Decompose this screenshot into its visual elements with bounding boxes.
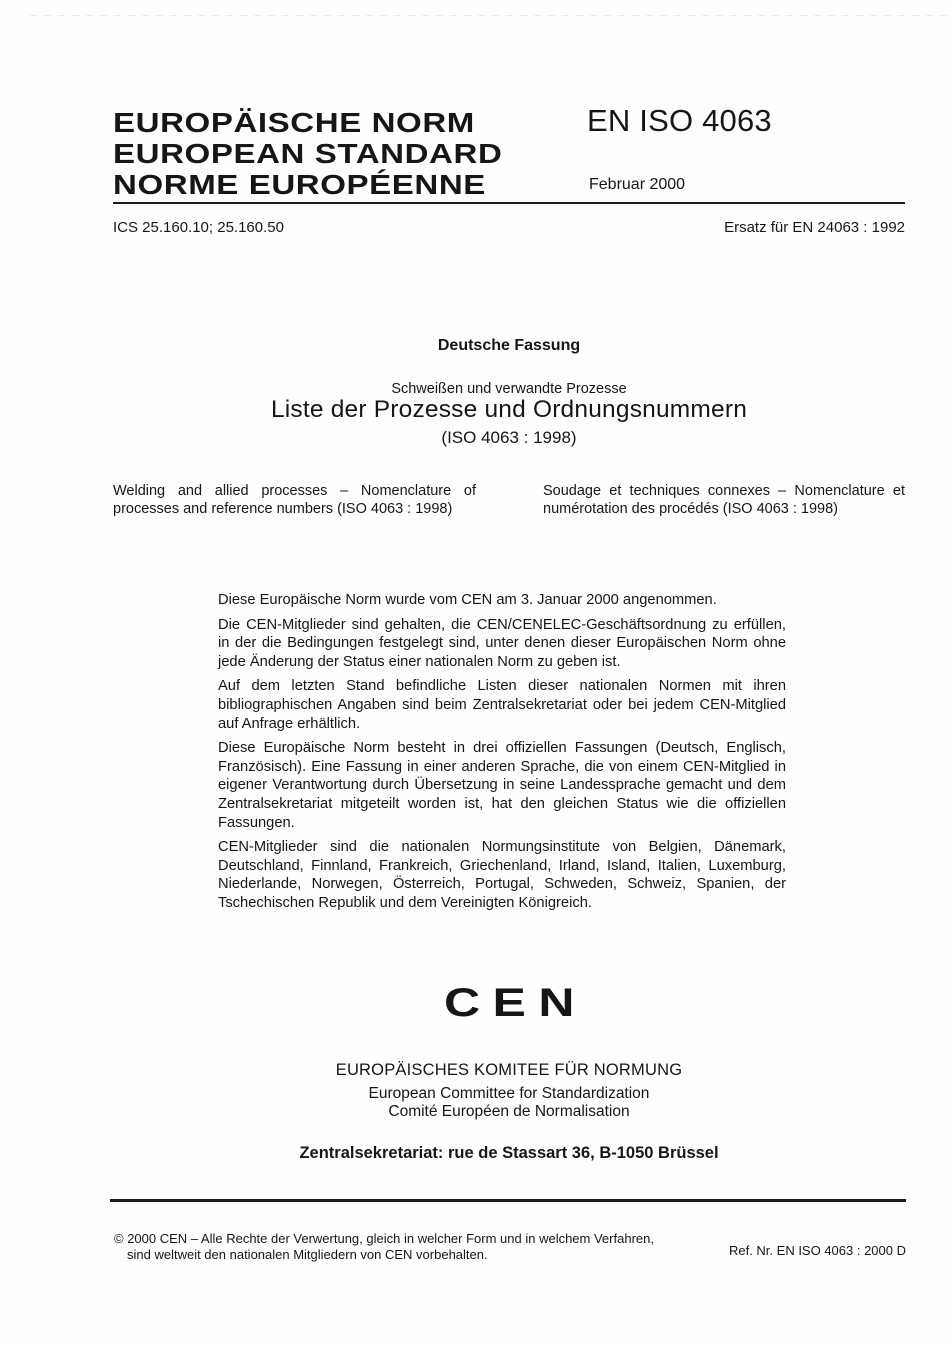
- copyright-line-2: sind weltweit den nationalen Mitgliedern von CEN vorbehalten.: [127, 1247, 488, 1262]
- subtitle-german: Schweißen und verwandte Prozesse: [391, 381, 627, 397]
- committee-name-german: EUROPÄISCHES KOMITEE FÜR NORMUNG: [335, 1061, 683, 1079]
- header-rule: [113, 202, 905, 204]
- copyright-line-1: © 2000 CEN – Alle Rechte der Verwertung, gleich in welcher Form und in welchem Verfahren,: [114, 1231, 654, 1246]
- committee-name-english: European Committee for Standardization: [368, 1085, 650, 1102]
- body-paragraph: Diese Europäische Norm besteht in drei offiziellen Fassungen (Deutsch, Englisch, Französisch). Eine Fassung in einer anderen Sprache, die von einem CEN-Mitglied in eigener Verantwortung durch Übersetzung in seine Landessprache gemacht und dem Zentralsekretariat mitgeteilt worden ist, hat den gleichen Status wie die offiziellen Fassungen.: [218, 740, 786, 831]
- scan-edge-artifact: [30, 15, 948, 16]
- footer-rule: [110, 1199, 906, 1202]
- body-paragraph: Diese Europäische Norm wurde vom CEN am 3. Januar 2000 angenommen.: [218, 592, 717, 608]
- body-paragraph: CEN-Mitglieder sind die nationalen Normungsinstitute von Belgien, Dänemark, Deutschland, Finnland, Frankreich, Griechenland, Irland, Island, Italien, Luxemburg, Niederlande, Norwegen, Österreich, Portugal, Schweden, Schweiz, Spanien, der Tschechischen Republik und dem Vereinigten Königreich.: [218, 839, 786, 911]
- reference-number: Ref. Nr. EN ISO 4063 : 2000 D: [728, 1243, 906, 1258]
- copyright-notice: [114, 1231, 654, 1263]
- replaces-note: Ersatz für EN 24063 : 1992: [724, 219, 905, 236]
- body-paragraph: Auf dem letzten Stand befindliche Listen dieser nationalen Normen mit ihren bibliographischen Angaben sind beim Zentralsekretariat oder bei jedem CEN-Mitglied auf Anfrage erhältlich.: [218, 678, 786, 732]
- logo-line-de: EUROPÄISCHE NORM: [113, 107, 475, 138]
- version-label: Deutsche Fassung: [437, 337, 581, 354]
- title-english: Welding and allied processes – Nomenclature of processes and reference numbers (ISO 4063 : 1998): [113, 483, 476, 517]
- iso-reference: (ISO 4063 : 1998): [441, 428, 577, 447]
- logo-line-en: EUROPEAN STANDARD: [113, 138, 503, 169]
- committee-name-french: Comité Européen de Normalisation: [388, 1103, 630, 1120]
- secretariat-address: Zentralsekretariat: rue de Stassart 36, B-1050 Brüssel: [299, 1144, 719, 1162]
- cen-logo: CEN: [443, 981, 587, 1025]
- page-title: Liste der Prozesse und Ordnungsnummern: [270, 396, 748, 423]
- publication-date: Februar 2000: [589, 176, 686, 193]
- body-text: [218, 591, 786, 919]
- logo-line-fr: NORME EUROPÉENNE: [113, 169, 486, 200]
- ics-codes: ICS 25.160.10; 25.160.50: [113, 219, 284, 236]
- body-paragraph: Die CEN-Mitglieder sind gehalten, die CEN/CENELEC-Geschäftsordnung zu erfüllen, in der die Bedingungen festgelegt sind, unter denen dieser Europäischen Norm ohne jede Änderung der Status einer nationalen Norm zu geben ist.: [218, 616, 786, 670]
- standard-number: EN ISO 4063: [587, 103, 772, 138]
- cen-standard-logo: [113, 107, 503, 200]
- title-french: Soudage et techniques connexes – Nomenclature et numérotation des procédés (ISO 4063 : 1998): [543, 483, 905, 517]
- cen-logo-wrap: [113, 981, 905, 1026]
